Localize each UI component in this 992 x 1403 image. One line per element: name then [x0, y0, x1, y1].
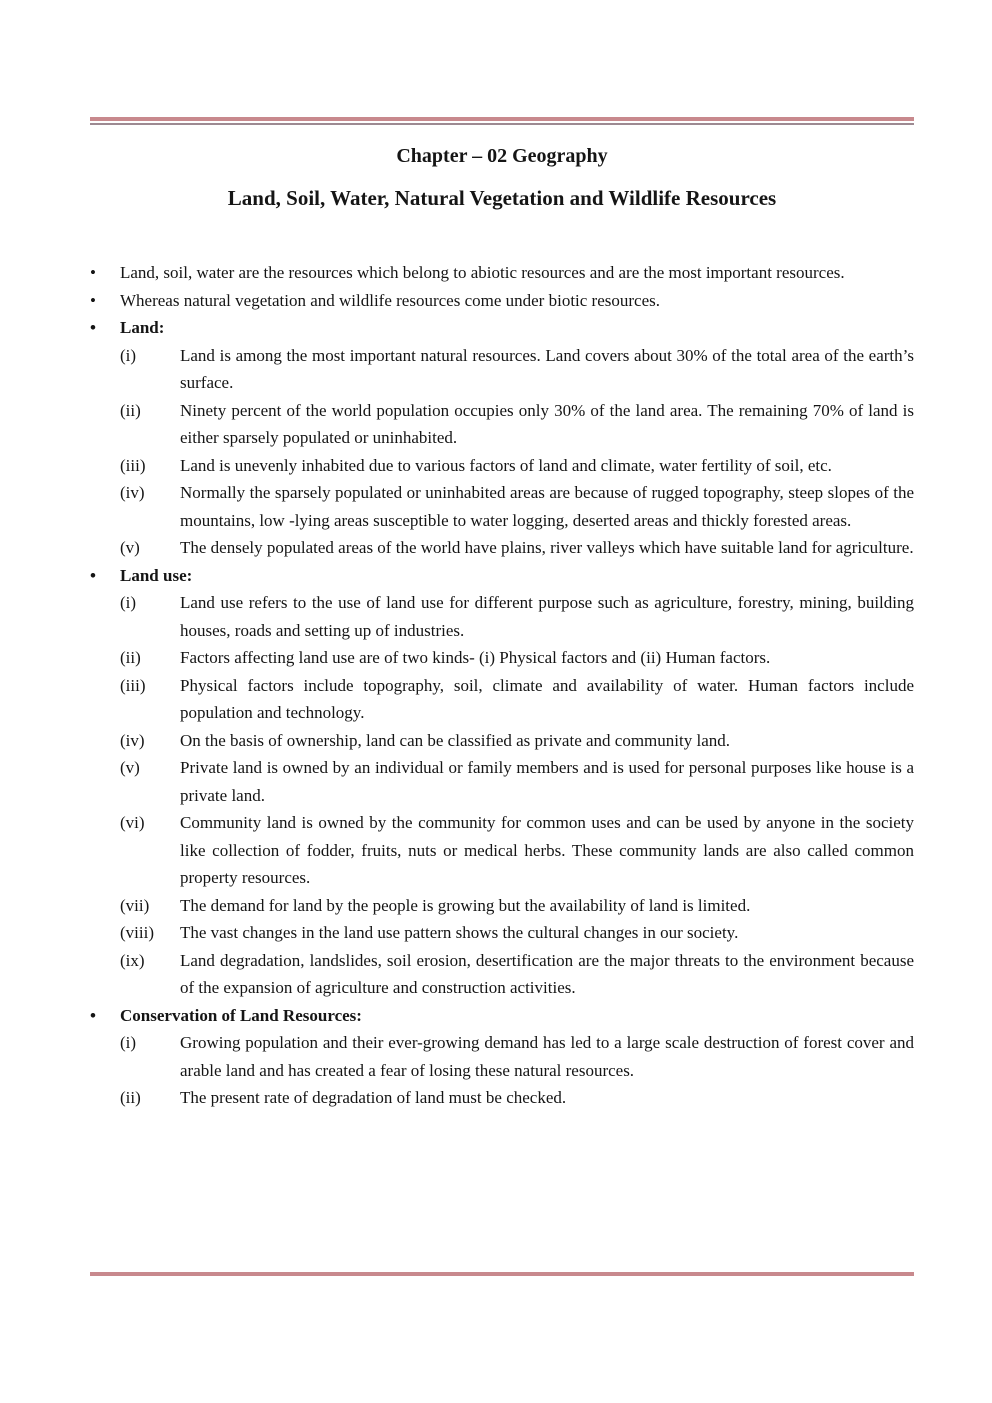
item-text: Land is among the most important natural resources. Land covers about 30% of the total area of the earth’s surface.	[180, 345, 914, 392]
bullet-glyph: •	[90, 263, 96, 282]
numbered-item	[90, 947, 914, 1002]
section-heading	[90, 562, 914, 590]
roman-numeral-marker: (iii)	[120, 675, 146, 695]
page-title: Land, Soil, Water, Natural Vegetation and Wildlife Resources	[227, 186, 777, 210]
numbered-item	[90, 589, 914, 644]
item-text: Growing population and their ever-growing demand has led to a large scale destruction of forest cover and arable land and has created a fear of losing these natural resources.	[180, 1033, 914, 1080]
section-heading	[90, 314, 914, 342]
top-rule-thin-line	[90, 123, 914, 125]
bullet-item	[90, 287, 914, 315]
item-text: Land use:	[120, 565, 193, 585]
item-text: The densely populated areas of the world have plains, river valleys which have suitable land for agriculture.	[180, 538, 914, 557]
numbered-item	[90, 672, 914, 727]
item-text: Whereas natural vegetation and wildlife resources come under biotic resources.	[120, 290, 660, 310]
bullet-glyph: •	[90, 318, 96, 337]
numbered-item	[90, 1029, 914, 1084]
bottom-rule	[90, 1272, 914, 1276]
numbered-item	[90, 644, 914, 672]
item-text: Land, soil, water are the resources which belong to abiotic resources and are the most important resources.	[120, 263, 845, 282]
numbered-item	[90, 809, 914, 892]
bullet-glyph: •	[90, 290, 96, 310]
chapter-title: Chapter – 02 Geography	[396, 145, 608, 167]
numbered-item	[90, 919, 914, 947]
bullet-glyph: •	[90, 1005, 96, 1025]
numbered-item	[90, 479, 914, 534]
item-text: The demand for land by the people is growing but the availability of land is limited.	[180, 895, 751, 915]
bullet-glyph: •	[90, 565, 96, 585]
item-text: Physical factors include topography, soil, climate and availability of water. Human factors include population and technology.	[180, 675, 914, 722]
document-body	[90, 259, 914, 1112]
numbered-item	[90, 342, 914, 397]
section-heading	[90, 1002, 914, 1030]
item-text: Community land is owned by the community for common uses and can be used by anyone in the society like collection of fodder, fruits, nuts or medical herbs. These community lands are also called common property resources.	[180, 813, 914, 887]
item-text: Land:	[120, 318, 165, 337]
item-text: Conservation of Land Resources:	[120, 1005, 362, 1025]
roman-numeral-marker: (iv)	[120, 730, 145, 750]
item-text: The present rate of degradation of land must be checked.	[180, 1088, 567, 1107]
numbered-item	[90, 397, 914, 452]
numbered-item	[90, 727, 914, 755]
roman-numeral-marker: (vii)	[120, 895, 150, 915]
roman-numeral-marker: (vi)	[120, 813, 145, 832]
item-text: Normally the sparsely populated or uninhabited areas are because of rugged topography, steep slopes of the mountains, low -lying areas susceptible to water logging, deserted areas and thickly forested areas.	[180, 483, 914, 530]
item-text: Factors affecting land use are of two kinds- (i) Physical factors and (ii) Human factors.	[180, 648, 771, 667]
numbered-item	[90, 452, 914, 480]
numbered-item	[90, 1084, 914, 1112]
roman-numeral-marker: (i)	[120, 593, 137, 612]
item-text: On the basis of ownership, land can be classified as private and community land.	[180, 730, 730, 750]
roman-numeral-marker: (v)	[120, 538, 140, 557]
roman-numeral-marker: (iii)	[120, 455, 146, 475]
item-text: Private land is owned by an individual or family members and is used for personal purposes like house is a private land.	[180, 758, 914, 805]
roman-numeral-marker: (v)	[120, 758, 140, 777]
roman-numeral-marker: (i)	[120, 345, 137, 365]
item-text: Ninety percent of the world population occupies only 30% of the land area. The remaining 70% of land is either sparsely populated or uninhabited.	[180, 400, 914, 447]
numbered-item	[90, 534, 914, 562]
roman-numeral-marker: (ii)	[120, 400, 141, 420]
roman-numeral-marker: (iv)	[120, 483, 145, 502]
item-text: Land is unevenly inhabited due to various factors of land and climate, water fertility of soil, etc.	[180, 455, 832, 475]
roman-numeral-marker: (ix)	[120, 950, 145, 970]
numbered-item	[90, 892, 914, 920]
bullet-item	[90, 259, 914, 287]
numbered-item	[90, 754, 914, 809]
item-text: The vast changes in the land use pattern shows the cultural changes in our society.	[180, 923, 739, 942]
roman-numeral-marker: (i)	[120, 1033, 137, 1052]
roman-numeral-marker: (ii)	[120, 648, 141, 667]
roman-numeral-marker: (viii)	[120, 923, 154, 942]
roman-numeral-marker: (ii)	[120, 1088, 141, 1107]
top-rule	[90, 117, 914, 125]
item-text: Land use refers to the use of land use for different purpose such as agriculture, forestry, mining, building houses, roads and setting up of industries.	[180, 593, 914, 640]
item-text: Land degradation, landslides, soil erosion, desertification are the major threats to the environment because of the expansion of agriculture and construction activities.	[180, 950, 914, 997]
